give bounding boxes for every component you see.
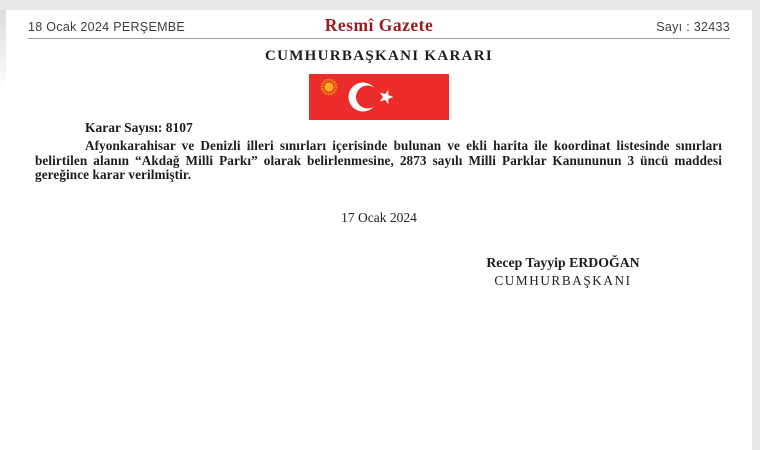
document-body [28, 10, 730, 289]
scan-shadow-left [0, 10, 6, 90]
decree-date: 17 Ocak 2024 [341, 209, 417, 225]
decree-body-text: Afyonkarahisar ve Denizli illeri sınırları içerisinde bulunan ve ekli harita ile koordinat listesinde sınırları belirtilen alanın “Akdağ Milli Parkı” olarak belirlenmesine, 2873 sayılı Milli Parklar Kanununun 3 üncü maddesi gereğince karar verilmiştir. [35, 138, 722, 183]
signature-name: Recep Tayyip ERDOĞAN [486, 254, 640, 270]
issue-date: 18 Ocak 2024 PERŞEMBE [28, 20, 186, 34]
signature-title: CUMHURBAŞKANI [494, 272, 632, 288]
decision-number: Karar Sayısı: 8107 [85, 120, 193, 135]
decree-heading: CUMHURBAŞKANI KARARI [264, 48, 494, 64]
scan-border-top [0, 0, 760, 10]
masthead-divider [28, 38, 730, 39]
gazette-title: Resmî Gazete [324, 15, 434, 35]
issue-number: Sayı : 32433 [656, 20, 730, 34]
flag-container [28, 74, 730, 120]
masthead [28, 10, 730, 36]
turkish-flag-icon [309, 74, 449, 120]
scan-border-right [752, 0, 760, 450]
signature-block [443, 255, 683, 289]
